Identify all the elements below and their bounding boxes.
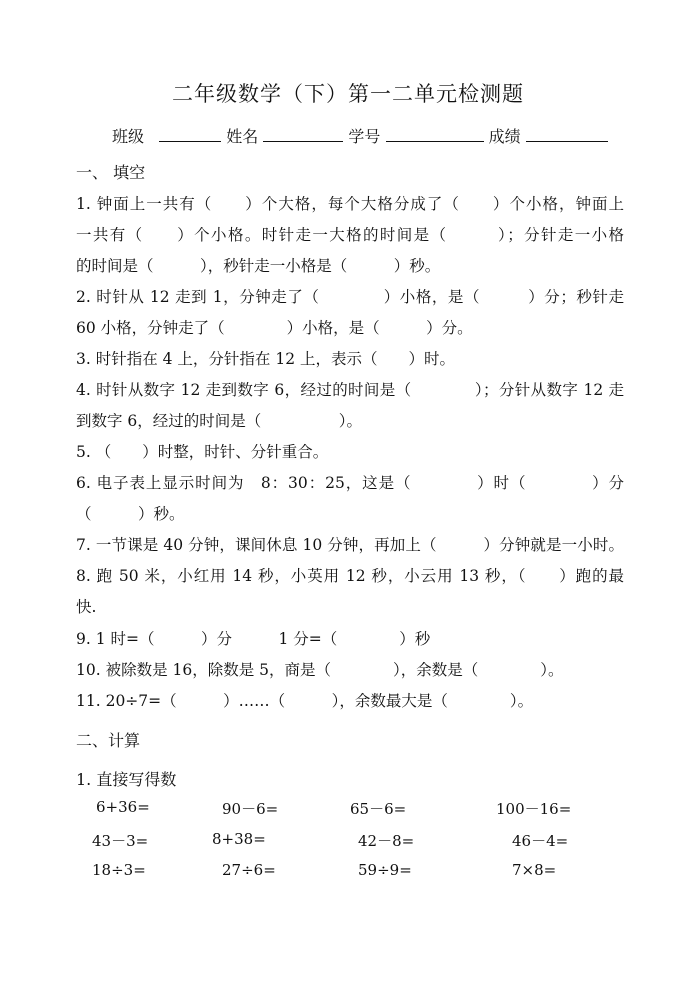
question-line: 一共有（ ）个小格。时针走一大格的时间是（ ）；分针走一小格 xyxy=(76,226,624,244)
question-line: 11. 20÷7=（ ）……（ ），余数最大是（ ）。 xyxy=(76,692,534,710)
question-line: 7. 一节课是 40 分钟，课间休息 10 分钟，再加上（ ）分钟就是一小时。 xyxy=(76,536,624,554)
calc-item: 90－6= xyxy=(222,800,279,818)
name-label: 姓名 xyxy=(226,127,259,146)
name-blank[interactable] xyxy=(263,127,343,142)
calc-item: 18÷3= xyxy=(92,861,146,879)
question-line: 到数字 6，经过的时间是（ ）。 xyxy=(76,412,363,430)
section-calc-subheading: 1. 直接写得数 xyxy=(76,770,177,789)
score-blank[interactable] xyxy=(526,127,608,142)
student-info-row xyxy=(112,124,632,147)
question-line: （ ）秒。 xyxy=(76,505,185,523)
question-line: 60 小格，分钟走了（ ）小格，是（ ）分。 xyxy=(76,319,473,337)
question-line: 8. 跑 50 米，小红用 14 秒，小英用 12 秒，小云用 13 秒，（ ）跑的最 xyxy=(76,567,624,585)
calc-item: 6+36= xyxy=(96,798,150,816)
class-label: 班级 xyxy=(112,127,145,146)
question-line: 1. 钟面上一共有（ ）个大格，每个大格分成了（ ）个小格，钟面上 xyxy=(76,195,624,213)
page-title: 二年级数学（下）第一二单元检测题 xyxy=(172,82,524,106)
section-calc-heading: 二、计算 xyxy=(76,731,141,750)
question-line: 10. 被除数是 16，除数是 5，商是（ ），余数是（ ）。 xyxy=(76,661,564,679)
question-line: 快. xyxy=(76,598,97,616)
question-line: 9. 1 时=（ ）分 1 分=（ ）秒 xyxy=(76,630,431,648)
calc-item: 42－8= xyxy=(358,832,415,850)
calc-item: 27÷6= xyxy=(222,861,276,879)
calc-item: 43－3= xyxy=(92,832,149,850)
score-label: 成绩 xyxy=(488,127,521,146)
question-line: 3. 时针指在 4 上，分针指在 12 上，表示（ ）时。 xyxy=(76,350,456,368)
question-line: 5. （ ）时整，时针、分针重合。 xyxy=(76,443,329,461)
number-blank[interactable] xyxy=(386,127,484,142)
number-label: 学号 xyxy=(348,127,381,146)
class-blank[interactable] xyxy=(159,127,221,142)
question-line: 4. 时针从数字 12 走到数字 6，经过的时间是（ ）；分针从数字 12 走 xyxy=(76,381,624,399)
question-line: 的时间是（ ），秒针走一小格是（ ）秒。 xyxy=(76,257,441,275)
calc-item: 65－6= xyxy=(350,800,407,818)
calc-item: 100－16= xyxy=(496,800,572,818)
calc-item: 8+38= xyxy=(212,830,266,848)
calc-item: 7×8= xyxy=(512,861,557,879)
question-line: 6. 电子表上显示时间为 8：30：25，这是（ ）时（ ）分 xyxy=(76,474,624,492)
calc-item: 46－4= xyxy=(512,832,569,850)
calc-item: 59÷9= xyxy=(358,861,412,879)
question-line: 2. 时针从 12 走到 1，分钟走了（ ）小格，是（ ）分；秒针走 xyxy=(76,288,624,306)
section-fill-heading: 一、 填空 xyxy=(76,163,146,182)
